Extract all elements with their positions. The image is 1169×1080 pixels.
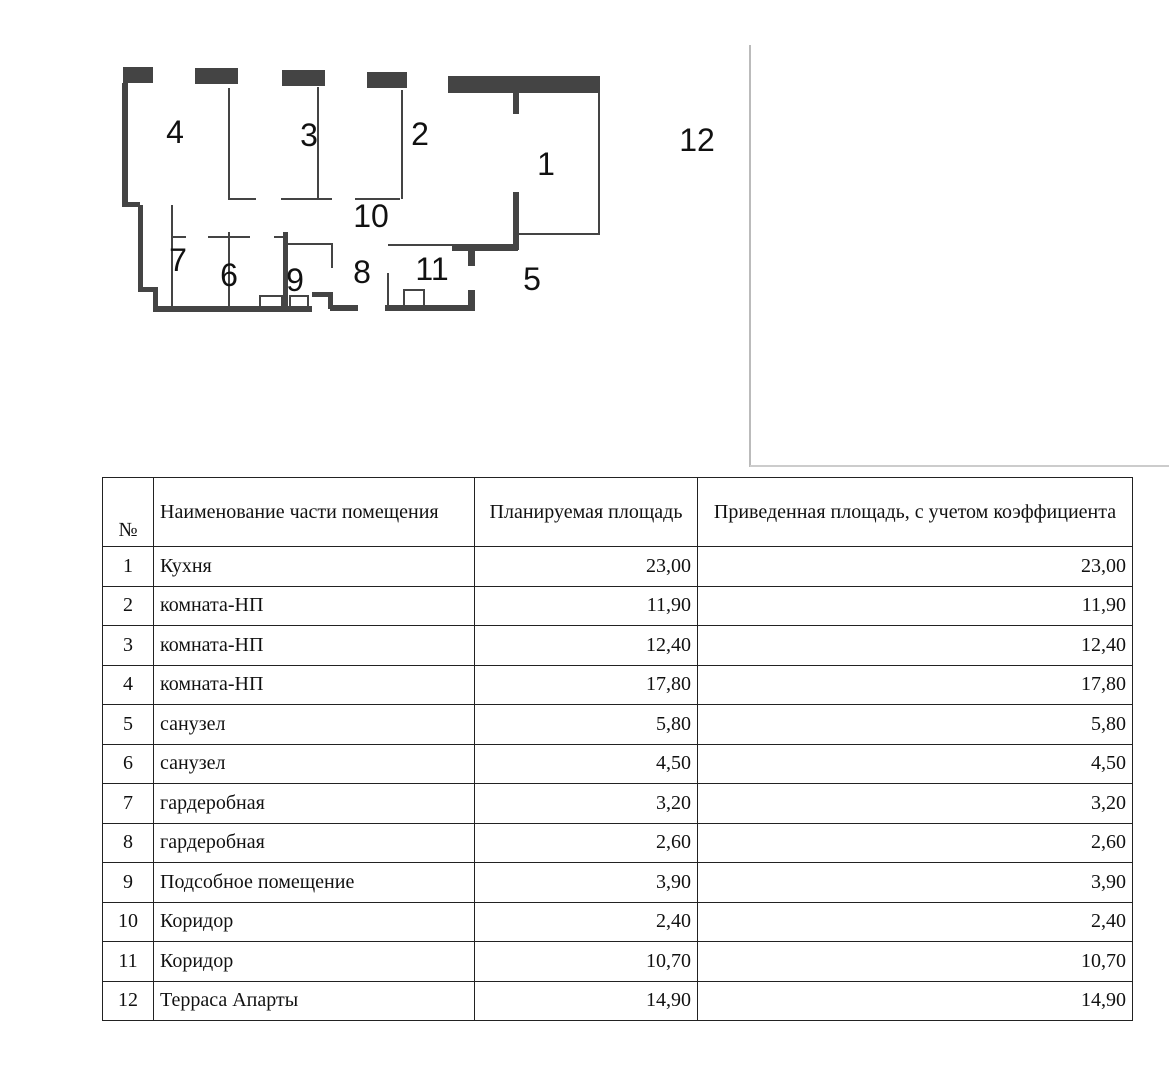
room-label-1: 1 (537, 146, 555, 182)
row-reduced-area: 5,80 (698, 705, 1133, 745)
row-name: гардеробная (154, 823, 475, 863)
row-num: 8 (103, 823, 154, 863)
row-reduced-area: 10,70 (698, 942, 1133, 982)
row-reduced-area: 3,20 (698, 784, 1133, 824)
room-label-7: 7 (169, 242, 187, 278)
row-num: 2 (103, 586, 154, 626)
row-planned-area: 2,60 (475, 823, 698, 863)
row-planned-area: 10,70 (475, 942, 698, 982)
table-row (103, 981, 1133, 1021)
table-row (103, 823, 1133, 863)
row-planned-area: 5,80 (475, 705, 698, 745)
row-num: 1 (103, 547, 154, 587)
table-row (103, 705, 1133, 745)
row-reduced-area: 23,00 (698, 547, 1133, 587)
row-name: Подсобное помещение (154, 863, 475, 903)
row-reduced-area: 11,90 (698, 586, 1133, 626)
row-reduced-area: 3,90 (698, 863, 1133, 903)
row-reduced-area: 14,90 (698, 981, 1133, 1021)
row-planned-area: 2,40 (475, 902, 698, 942)
header-num: № (103, 478, 154, 547)
row-name: гардеробная (154, 784, 475, 824)
row-name: Кухня (154, 547, 475, 587)
table-row (103, 784, 1133, 824)
table-row (103, 547, 1133, 587)
row-planned-area: 23,00 (475, 547, 698, 587)
row-name: санузел (154, 744, 475, 784)
row-num: 9 (103, 863, 154, 903)
row-planned-area: 3,20 (475, 784, 698, 824)
room-label-3: 3 (300, 117, 318, 153)
header-planned-area: Планируемая площадь (475, 478, 698, 547)
row-planned-area: 4,50 (475, 744, 698, 784)
row-num: 7 (103, 784, 154, 824)
row-name: комната-НП (154, 586, 475, 626)
table-row (103, 942, 1133, 982)
room-labels (166, 114, 715, 298)
room-label-2: 2 (411, 116, 429, 152)
row-planned-area: 14,90 (475, 981, 698, 1021)
room-label-8: 8 (353, 254, 371, 290)
row-planned-area: 12,40 (475, 626, 698, 666)
table-row (103, 665, 1133, 705)
row-num: 5 (103, 705, 154, 745)
table-header-row (103, 478, 1133, 547)
row-reduced-area: 4,50 (698, 744, 1133, 784)
row-num: 10 (103, 902, 154, 942)
header-name: Наименование части помещения (154, 478, 475, 547)
row-num: 11 (103, 942, 154, 982)
table-row (103, 863, 1133, 903)
row-name: комната-НП (154, 665, 475, 705)
row-name: Коридор (154, 902, 475, 942)
table-row (103, 586, 1133, 626)
row-planned-area: 11,90 (475, 586, 698, 626)
row-reduced-area: 17,80 (698, 665, 1133, 705)
row-name: санузел (154, 705, 475, 745)
room-label-12: 12 (679, 122, 715, 158)
area-table (102, 477, 1133, 1021)
row-planned-area: 3,90 (475, 863, 698, 903)
room-label-10: 10 (353, 198, 389, 234)
row-reduced-area: 12,40 (698, 626, 1133, 666)
table-row (103, 744, 1133, 784)
row-num: 3 (103, 626, 154, 666)
floor-plan (0, 0, 1169, 480)
row-reduced-area: 2,60 (698, 823, 1133, 863)
header-reduced-area: Приведенная площадь, с учетом коэффициента (698, 478, 1133, 547)
row-name: Коридор (154, 942, 475, 982)
room-label-5: 5 (523, 261, 541, 297)
row-reduced-area: 2,40 (698, 902, 1133, 942)
table-row (103, 902, 1133, 942)
row-num: 6 (103, 744, 154, 784)
room-label-9: 9 (286, 262, 304, 298)
table-row (103, 626, 1133, 666)
room-label-4: 4 (166, 114, 184, 150)
room-label-11: 11 (415, 251, 449, 287)
row-planned-area: 17,80 (475, 665, 698, 705)
row-name: комната-НП (154, 626, 475, 666)
room-label-6: 6 (220, 257, 238, 293)
row-num: 12 (103, 981, 154, 1021)
row-num: 4 (103, 665, 154, 705)
row-name: Терраса Апарты (154, 981, 475, 1021)
